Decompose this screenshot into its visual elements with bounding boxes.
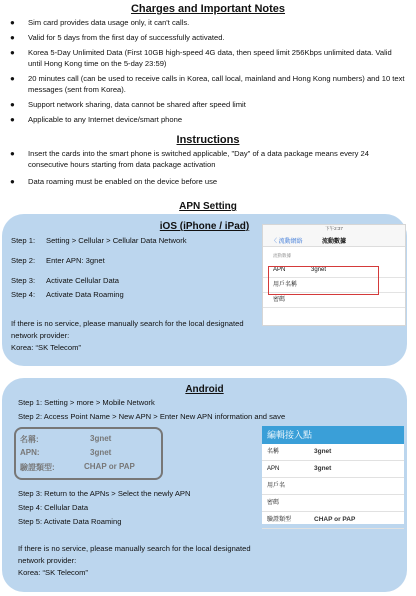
instructions-title: Instructions: [176, 134, 240, 146]
bullet-icon: ●: [10, 177, 15, 186]
list-item: ● Valid for 5 days from the first day of successfully activated.: [10, 33, 225, 42]
ios-step-2: Step 2: Enter APN: 3gnet: [11, 256, 105, 265]
box-value: 3gnet: [90, 434, 112, 443]
box-label: 驗證類型:: [20, 463, 55, 472]
nav-bar: [263, 233, 405, 247]
android-step-4: Step 4: Cellular Data: [18, 503, 89, 512]
bullet-icon: ●: [10, 100, 15, 109]
bullet-icon: ●: [10, 149, 15, 158]
username-row[interactable]: 用戶名稱: [263, 278, 405, 293]
list-item: ● 20 minutes call (can be used to receive calls in Korea, call local, mainland and Hong Kong numbers) and 10 text messages (sent from Korea).: [10, 74, 405, 94]
android-note: If there is no service, please manually search for the local designated network provider: Korea: “SK Telecom”: [18, 544, 251, 577]
username-row[interactable]: 用戶名: [262, 478, 404, 495]
box-value: CHAP or PAP: [84, 462, 135, 471]
ios-step-3: Step 3: Activate Cellular Data: [11, 276, 120, 285]
bullet-icon: ●: [10, 115, 15, 124]
list-item: ● Data roaming must be enabled on the device before use: [10, 177, 218, 186]
android-step-1: Step 1: Setting > more > Mobile Network: [18, 398, 155, 407]
password-row[interactable]: 密碼: [263, 293, 405, 308]
highlight-box: [268, 266, 379, 295]
ios-note: If there is no service, please manually search for the local designated network provider: Korea: “SK Telecom”: [11, 319, 244, 352]
bullet-icon: ●: [10, 48, 15, 57]
ios-step-4: Step 4: Activate Data Roaming: [11, 290, 124, 299]
name-row[interactable]: 名稱 3gnet: [262, 444, 404, 461]
bullet-icon: ●: [10, 74, 15, 83]
list-item: ● Applicable to any Internet device/smart phone: [10, 115, 183, 124]
status-bar: 下午2:37: [263, 225, 405, 233]
bullet-icon: ●: [10, 33, 15, 42]
instructions-list: [10, 148, 406, 191]
charges-title: Charges and Important Notes: [130, 3, 286, 15]
bullet-icon: ●: [10, 18, 15, 27]
list-item: ● Support network sharing, data cannot be shared after speed limit: [10, 100, 246, 109]
back-link[interactable]: 〈 流動網絡: [271, 239, 303, 245]
box-value: 3gnet: [90, 448, 112, 457]
apn-row[interactable]: APN 3gnet: [262, 461, 404, 478]
section-label: 流動數據: [273, 253, 291, 258]
ios-step-1: Step 1: Setting > Cellular > Cellular Data Network: [11, 236, 187, 245]
android-step-2: Step 2: Access Point Name > New APN > Enter New APN information and save: [18, 412, 286, 421]
apn-heading: APN Setting: [179, 201, 237, 212]
android-step-5: Step 5: Activate Data Roaming: [18, 517, 122, 526]
auth-type-row[interactable]: 驗證類型 CHAP or PAP: [262, 512, 404, 529]
password-row[interactable]: 密碼: [262, 495, 404, 512]
android-title: Android: [185, 384, 224, 395]
android-screenshot: [262, 426, 404, 524]
apn-row[interactable]: APN 3gnet: [263, 263, 405, 278]
box-label: 名稱:: [20, 435, 39, 444]
android-step-3: Step 3: Return to the APNs > Select the newly APN: [18, 489, 191, 498]
ios-title: iOS (iPhone / iPad): [159, 221, 250, 232]
box-label: APN:: [20, 448, 40, 457]
screen-header: 編輯接入點: [262, 426, 404, 444]
list-item: ● Sim card provides data usage only, it can't calls.: [10, 18, 190, 27]
list-item: ● Korea 5-Day Unlimited Data (First 10GB high-speed 4G data, then speed limit 256Kbps unlimited data. Valid until Hong Kong time on the 5-day 23:59): [10, 48, 392, 68]
screen-title: 流動數據: [321, 239, 346, 245]
list-item: ● Insert the cards into the smart phone is switched applicable, "Day" of a data package means every 24 consecutive hours starting from data package activation: [10, 149, 369, 169]
charges-list: [10, 17, 406, 129]
